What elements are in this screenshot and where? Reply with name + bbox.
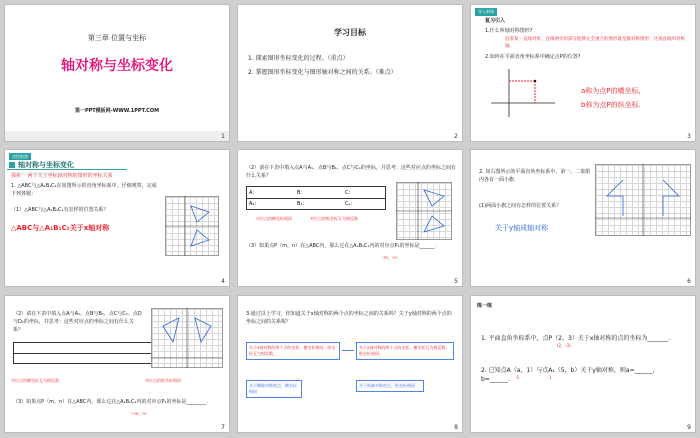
- slide-4-triangles: [165, 196, 219, 256]
- slide-3[interactable]: [470, 4, 696, 142]
- slide-6-text2: (1)两面小旗之间有怎样的位置关系？: [479, 203, 562, 209]
- slide-4-p1: 1. △ABC与△A₁B₁C₁在如图所示的直角坐标系中，仔细观察，完成下列各题：: [11, 183, 157, 197]
- slide-4-banner: [7, 160, 127, 170]
- slide-5-text1: （2）请在下表中填入点A与A₁、点B与B₁、点C与C₁的坐标，并思考：这些对应点的坐标之间有什么关系？: [246, 165, 456, 179]
- banner-square-icon: [9, 162, 15, 168]
- slide-9-h1: (2，-3): [557, 343, 571, 348]
- slide-4-explore: 探索一 两个关于坐标轴对称的图形的坐标关系: [11, 173, 113, 179]
- slide-9-q1: 1. 平面直角坐标系中，点P（2，3）关于x轴对称的点的坐标为_______.: [481, 335, 671, 342]
- slide-1[interactable]: [4, 4, 230, 142]
- slide-7-note-2: 对应点的纵坐标相同: [145, 378, 181, 383]
- slide-6-flags: [595, 164, 691, 236]
- slide-4-tag: 讲授新课: [9, 153, 31, 161]
- row-b-label: B：: [297, 190, 306, 196]
- slide-5-hint: （m，-n）: [380, 255, 400, 260]
- slide-8-box-1: 关于x轴对称的两个点的坐标，横坐标相同，纵坐标互为相反数。: [246, 342, 340, 360]
- slide-4-banner-label: 轴对称与坐标变化: [18, 161, 74, 169]
- slide-6-text1: 2. 如右图所示的平面直角坐标系中，第一、二象限内各有一面小旗.: [479, 169, 591, 183]
- slide-1-title: 轴对称与坐标变化: [61, 58, 173, 74]
- slide-3-number: 3: [687, 133, 691, 140]
- slide-3-q2: 2.如何在平面直角坐标系中确定点P的位置?: [485, 54, 581, 60]
- slide-8-box-2: 关于y轴对称的两个点的坐标，横坐标互为相反数，纵坐标相同。: [356, 342, 454, 360]
- row-c-label: C：: [345, 190, 354, 196]
- slide-1-chapter: 第三章 位置与坐标: [87, 34, 147, 42]
- slide-6[interactable]: [470, 149, 696, 287]
- slide-5-number: 5: [454, 278, 458, 285]
- slide-1-site: 第一PPT模板网-WWW.1PPT.COM: [74, 108, 160, 114]
- slide-2-goal-2: 2. 掌握图形坐标变化与图形轴对称之间的关系。（难点）: [248, 69, 397, 76]
- slide-8-box-4: 关于纵轴对称的点，纵坐标相同: [356, 380, 424, 392]
- slide-5-note-1: 对应点的横坐标相同: [256, 216, 292, 221]
- slide-8-number: 8: [454, 424, 458, 431]
- slide-2-heading: 学习目标: [334, 28, 366, 37]
- slide-3-a2a: a称为点P的横坐标,: [581, 87, 641, 95]
- slide-7-table: [13, 342, 153, 364]
- row-b1-label: B₁：: [297, 201, 308, 207]
- slide-6-number: 6: [687, 278, 691, 285]
- slide-9-q2: 2. 已知点A（a，1）与点A₁（5，b）关于y轴对称，则a=______，b=______.: [481, 367, 659, 383]
- slide-3-section: 复习引入: [485, 18, 506, 24]
- slide-3-q1: 1.什么叫轴对称图形?: [485, 28, 533, 34]
- slide-2-goal-1: 1. 探索图形坐标变化的过程。（重点）: [248, 55, 349, 62]
- row-a1-label: A₁：: [249, 201, 260, 207]
- slide-9-tag: 练一练: [477, 303, 493, 309]
- slide-5[interactable]: [237, 149, 463, 287]
- slide-8-text1: 3.通过以上学习，你知道关于x轴对称的两个点的坐标之间的关系吗？关于y轴对称的两个点的坐标之间的关系呢？: [246, 311, 452, 325]
- slide-9-h2a: -5: [515, 375, 519, 380]
- row-a-label: A：: [249, 190, 258, 196]
- slide-8-box-3: 关于横轴对称的点，横坐标相同: [246, 380, 302, 398]
- slide-4-p2: （1）△ABC与△A₁B₁C₁有怎样的位置关系？: [11, 207, 109, 213]
- slide-7-note-1: 对应点的横坐标互为相反数: [11, 378, 59, 383]
- slide-4-answer: △ABC与△A₁B₁C₁关于x轴对称: [11, 224, 110, 232]
- slide-8[interactable]: [237, 295, 463, 433]
- slide-5-triangles: [396, 182, 452, 240]
- slide-4[interactable]: [4, 149, 230, 287]
- slide-6-answer: 关于y轴成轴对称: [495, 224, 549, 232]
- slide-1-number: 1: [221, 133, 225, 140]
- slide-9-h2b: 1: [549, 375, 552, 380]
- slide-7[interactable]: [4, 295, 230, 433]
- slide-1-footer-bar: [5, 131, 229, 141]
- slide-7-hint: （-m，n）: [129, 411, 149, 416]
- slide-2-number: 2: [454, 133, 458, 140]
- slide-5-text2: （3）如果点P（m，n）在△ABC内，那么它在△A₁B₁C₁内的对应点P₁的坐标是______.: [246, 243, 437, 249]
- slide-2[interactable]: [237, 4, 463, 142]
- coordinate-axes-figure: [489, 67, 559, 119]
- row-c1-label: C₁：: [345, 201, 356, 207]
- slide-7-text1: （2）请在下表中填入点A与A₁、点B与B₁、点C与C₁、点D与D₁的坐标，并思考：这些对应点的坐标之间有什么关系？: [13, 311, 142, 333]
- slide-3-a1: 沿着某一直线对折，直线两旁的部分能够完全重合的图形就是轴对称图形；这条直线叫对称轴.: [505, 37, 685, 49]
- slide-4-number: 4: [221, 278, 225, 285]
- slide-3-tag: 导入新课: [475, 8, 497, 16]
- slide-5-note-2: 对应点的纵坐标互为相反数: [310, 216, 358, 221]
- slide-7-text2: （3）如果点P（m，n）在△ABC内，那么它在△A₁B₁C₁内的对应点P₁的坐标是________.: [13, 399, 209, 405]
- slide-9-number: 9: [687, 424, 691, 431]
- arrow-connector: [342, 350, 354, 351]
- coordinate-table: [246, 186, 386, 210]
- slide-7-triangles: [151, 308, 223, 368]
- slide-3-a2b: b称为点P的纵坐标.: [581, 101, 641, 109]
- slide-7-number: 7: [221, 424, 225, 431]
- slide-9[interactable]: [470, 295, 696, 433]
